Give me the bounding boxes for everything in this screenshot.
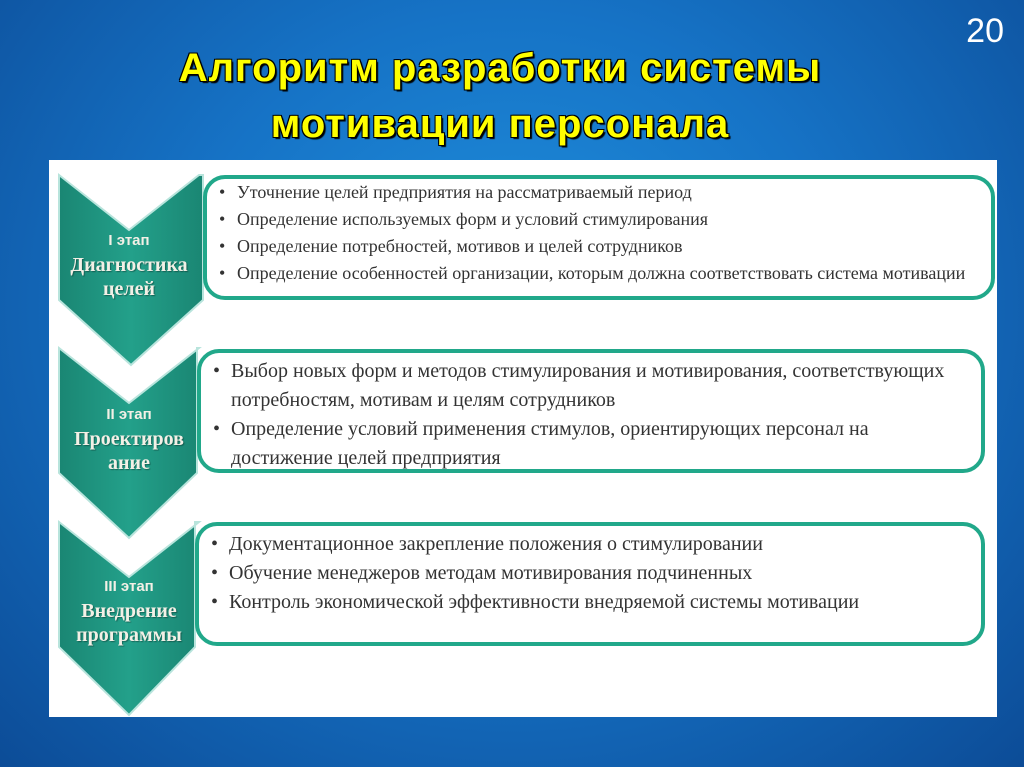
list-item: • Контроль экономической эффективности внедряемой системы мотивации [205, 588, 971, 617]
list-item: • Определение используемых форм и условий стимулирования [213, 206, 981, 233]
stage-1-box [203, 175, 995, 300]
list-item: • Выбор новых форм и методов стимулирования и мотивирования, соответствующих потребностям, мотивам и целям сотрудников [207, 357, 971, 415]
stage-2-label [59, 406, 199, 475]
diagram-panel [49, 160, 997, 717]
stage-3-label [59, 578, 199, 647]
list-item: • Определение особенностей организации, которым должна соответствовать система мотивации [213, 260, 981, 287]
list-item: • Документационное закрепление положения о стимулировании [205, 530, 971, 559]
stage-1-number: I этап [108, 232, 150, 249]
stage-1-label [59, 232, 199, 301]
stage-3-list [205, 530, 971, 617]
stage-2-list [207, 357, 971, 473]
stage-3-box [195, 522, 985, 646]
list-item: • Уточнение целей предприятия на рассматриваемый период [213, 179, 981, 206]
list-item: • Обучение менеджеров методам мотивирования подчиненных [205, 559, 971, 588]
stage-1-name-line-2: целей [102, 278, 156, 300]
stage-2-name-line-1: Проектиров [74, 428, 184, 450]
slide-title [0, 40, 1000, 152]
stage-2-number: II этап [106, 406, 152, 423]
stage-1-list [213, 179, 981, 287]
stage-3-name-line-1: Внедрение [81, 600, 177, 622]
title-line-2: мотивации персонала [270, 102, 730, 146]
stage-3-name-line-2: программы [76, 624, 182, 646]
title-line-1: Алгоритм разработки системы [178, 46, 822, 90]
slide-number: 20 [966, 12, 1004, 50]
stage-3-number: III этап [104, 578, 154, 595]
list-item: • Определение условий применения стимулов, ориентирующих персонал на достижение целей предприятия [207, 415, 971, 473]
list-item: • Определение потребностей, мотивов и целей сотрудников [213, 233, 981, 260]
stage-1-name-line-1: Диагностика [70, 254, 188, 276]
stage-2-name-line-2: ание [108, 452, 150, 474]
stage-2-box [197, 349, 985, 473]
